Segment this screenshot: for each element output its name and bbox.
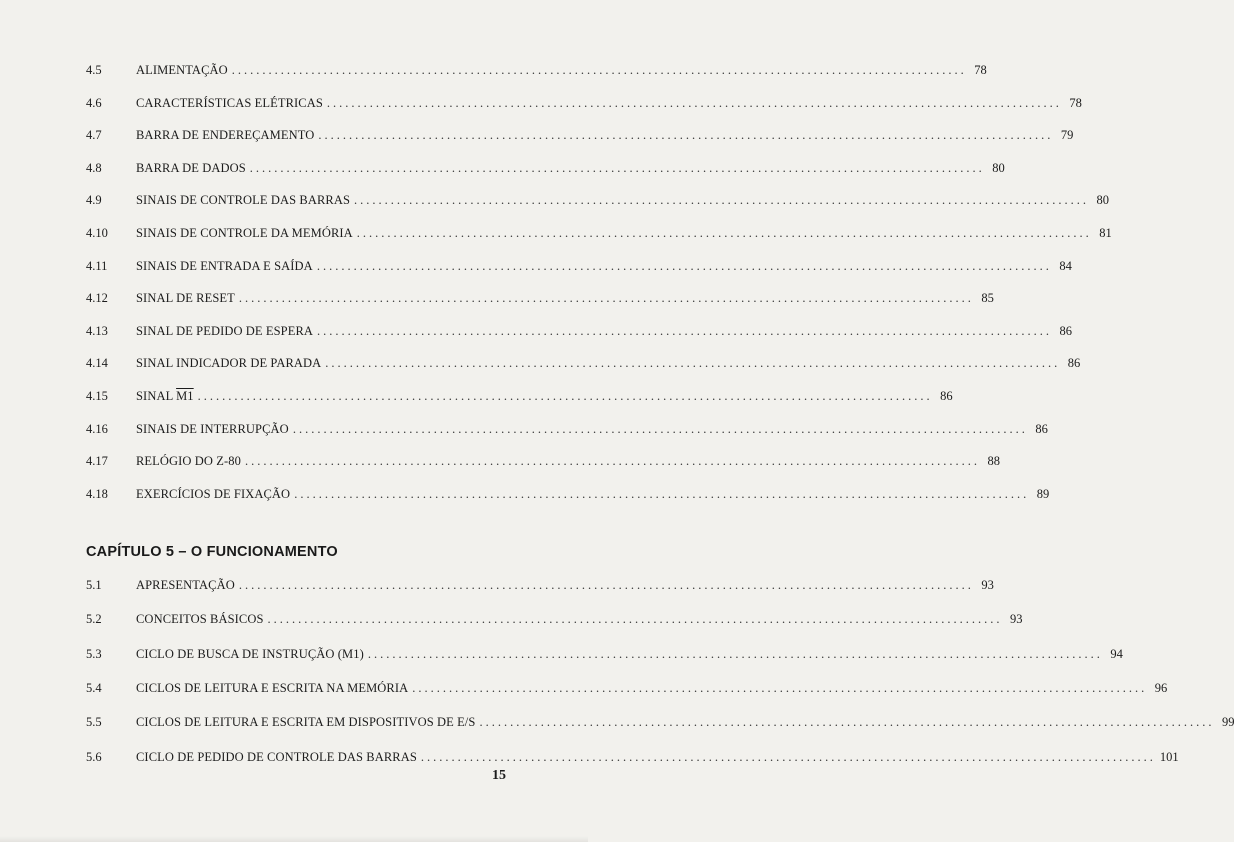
toc-entry-title-text: BARRA DE ENDEREÇAMENTO: [136, 128, 315, 143]
toc-entry-title-text: CICLOS DE LEITURA E ESCRITA NA MEMÓRIA: [136, 680, 409, 695]
toc-entry-title-text: RELÓGIO DO Z-80: [136, 454, 241, 469]
toc-leader-dots: ........................................................................................................................: [267, 612, 1003, 627]
toc-entry-title: [136, 647, 364, 662]
toc-entry-title: [136, 324, 313, 339]
toc-entry-title-text: CICLO DE PEDIDO DE CONTROLE DAS BARRAS: [136, 749, 417, 764]
toc-entry: [86, 680, 1168, 701]
toc-entry-title-text: CONCEITOS BÁSICOS: [136, 612, 264, 627]
toc-entry-title-text: SINAL INDICADOR DE PARADA: [136, 356, 322, 371]
toc-leader-dots: ........................................................................................................................: [197, 389, 933, 403]
toc-leader-dots: ........................................................................................................................: [412, 680, 1148, 695]
toc-entry-title: [136, 422, 289, 437]
toc-entry-title: [136, 750, 417, 765]
toc-entry-title: [136, 487, 290, 502]
chapter-heading: CAPÍTULO 5 – O FUNCIONAMENTO: [86, 544, 338, 560]
toc-entry: [86, 389, 953, 409]
toc-entry-page: 101: [1159, 749, 1179, 764]
toc-entry-title: [136, 128, 314, 143]
toc-entry-number: 4.18: [86, 486, 108, 501]
toc-entry-title: [136, 715, 475, 730]
toc-entry-page: 80: [992, 160, 1005, 175]
toc-entry-page: 79: [1060, 128, 1074, 143]
toc-entry-page: 81: [1099, 226, 1112, 240]
toc-entry-number: 5.6: [86, 749, 102, 764]
toc-entry: [86, 749, 1179, 770]
toc-entry-number: 5.1: [86, 578, 102, 592]
toc-entry-title: [136, 356, 321, 371]
toc-entry-number: 5.3: [86, 646, 102, 661]
toc-entry: [86, 291, 994, 311]
toc-entry-page: 94: [1110, 646, 1123, 661]
toc-entry: [86, 646, 1123, 667]
toc-entry-title-text: CARACTERÍSTICAS ELÉTRICAS: [136, 95, 323, 110]
toc-entry: [86, 258, 1072, 279]
toc-leader-dots: ........................................................................................................................: [231, 63, 967, 77]
toc-leader-dots: ........................................................................................................................: [479, 715, 1215, 730]
toc-entry-title: [136, 96, 323, 111]
toc-entry-number: 4.8: [86, 160, 102, 175]
toc-leader-dots: ........................................................................................................................: [244, 454, 980, 469]
toc-entry-title: [136, 578, 235, 593]
toc-entry-page: 86: [1035, 421, 1048, 436]
toc-entry-title-text: CICLO DE BUSCA DE INSTRUÇÃO (M1): [136, 646, 364, 661]
toc-entry: [86, 128, 1074, 148]
toc-entry-page: 86: [1067, 356, 1081, 371]
toc-entry-title: [136, 63, 228, 78]
toc-leader-dots: ........................................................................................................................: [356, 226, 1092, 240]
toc-entry-number: 4.12: [86, 291, 108, 306]
toc-entry-page: 89: [1036, 486, 1050, 501]
toc-entry: [86, 193, 1110, 213]
toc-entry-number: 4.5: [86, 63, 102, 77]
toc-entry-number: 4.6: [86, 95, 102, 110]
toc-entry-title: [136, 226, 353, 241]
toc-entry-page: 93: [1010, 612, 1023, 627]
page-number: 15: [492, 768, 506, 783]
toc-entry-number: 4.14: [86, 356, 108, 371]
toc-entry-number: 5.5: [86, 715, 102, 730]
toc-entry-page: 84: [1059, 258, 1072, 273]
toc-entry: [86, 356, 1081, 376]
toc-leader-dots: ........................................................................................................................: [316, 258, 1052, 273]
toc-entry-title-text: SINAL: [136, 389, 173, 403]
toc-leader-dots: ........................................................................................................................: [294, 486, 1030, 501]
toc-entry-title-text: CICLOS DE LEITURA E ESCRITA EM DISPOSITIVOS DE E/S: [136, 715, 476, 730]
toc-entry-title-text: BARRA DE DADOS: [136, 160, 246, 175]
toc-entry-title-text: SINAIS DE CONTROLE DAS BARRAS: [136, 193, 351, 208]
toc-entry-page: 96: [1154, 680, 1168, 695]
toc-entry-title: [136, 259, 313, 274]
toc-entry-page: 78: [1069, 95, 1082, 110]
toc-leader-dots: ........................................................................................................................: [325, 356, 1061, 371]
toc-entry-number: 4.9: [86, 193, 102, 208]
toc-entry-title-text: SINAIS DE CONTROLE DA MEMÓRIA: [136, 226, 353, 240]
toc-entry-page: 93: [981, 578, 994, 592]
toc-entry-number: 4.17: [86, 454, 108, 469]
toc-entry-page: 86: [1059, 323, 1073, 338]
toc-entry-number: 5.4: [86, 680, 102, 695]
toc-entry: [86, 715, 1234, 735]
toc-entry-title-text: SINAIS DE ENTRADA E SAÍDA: [136, 258, 313, 273]
toc-entry-title: [136, 454, 241, 469]
toc-entry-number: 4.10: [86, 226, 108, 240]
toc-entry-title-text: SINAL DE RESET: [136, 291, 235, 306]
toc-entry-number: 4.16: [86, 421, 108, 436]
toc-entry-number: 4.15: [86, 389, 108, 403]
toc-entry-number: 4.13: [86, 323, 108, 338]
toc-entry-title-text: SINAIS DE INTERRUPÇÃO: [136, 421, 289, 436]
toc-entry-page: 80: [1096, 193, 1110, 208]
toc-entry: [86, 95, 1082, 116]
toc-entry-title: [136, 681, 408, 696]
toc-entry: [86, 612, 1023, 632]
toc-entry-page: 88: [987, 454, 1000, 469]
toc-leader-dots: ........................................................................................................................: [354, 193, 1090, 208]
toc-leader-dots: ........................................................................................................................: [317, 323, 1053, 338]
toc-entry-page: 78: [974, 63, 987, 77]
toc-entry-title-text: EXERCÍCIOS DE FIXAÇÃO: [136, 486, 291, 501]
toc-entry-title: [136, 193, 350, 208]
toc-entry-title-text: SINAL DE PEDIDO DE ESPERA: [136, 323, 314, 338]
toc-entry-number: 5.2: [86, 612, 102, 627]
toc-entry-number: 4.7: [86, 128, 102, 143]
toc-entry: [86, 323, 1073, 344]
toc-leader-dots: ........................................................................................................................: [238, 291, 974, 306]
toc-entry: [86, 226, 1112, 246]
toc-leader-dots: ........................................................................................................................: [367, 646, 1103, 661]
toc-entry: [86, 63, 987, 83]
toc-leader-dots: ........................................................................................................................: [420, 749, 1156, 764]
toc-entry-title: [136, 291, 235, 306]
toc-leader-dots: ........................................................................................................................: [318, 128, 1054, 143]
toc-entry-title: [136, 612, 264, 627]
page-edge-shadow: [0, 836, 588, 842]
toc-entry: [86, 454, 1000, 474]
toc-entry: [86, 578, 994, 598]
toc-entry: [86, 160, 1005, 181]
toc-entry-page: 85: [981, 291, 994, 306]
toc-entry-title-text: APRESENTAÇÃO: [136, 578, 235, 592]
toc-entry: [86, 486, 1050, 507]
toc-leader-dots: ........................................................................................................................: [326, 95, 1062, 110]
toc-entry-title-text: ALIMENTAÇÃO: [136, 63, 228, 77]
toc-entry-title: [136, 389, 194, 404]
toc-leader-dots: ........................................................................................................................: [292, 421, 1028, 436]
toc-entry-number: 4.11: [86, 258, 108, 273]
toc-leader-dots: ........................................................................................................................: [238, 578, 974, 592]
toc-entry-page: 99: [1221, 715, 1234, 730]
toc-leader-dots: ........................................................................................................................: [249, 160, 985, 175]
toc-entry: [86, 421, 1048, 442]
toc-entry-page: 86: [940, 389, 953, 403]
toc-entry-title: [136, 161, 246, 176]
toc-entry-title-overline: M1: [176, 389, 194, 403]
